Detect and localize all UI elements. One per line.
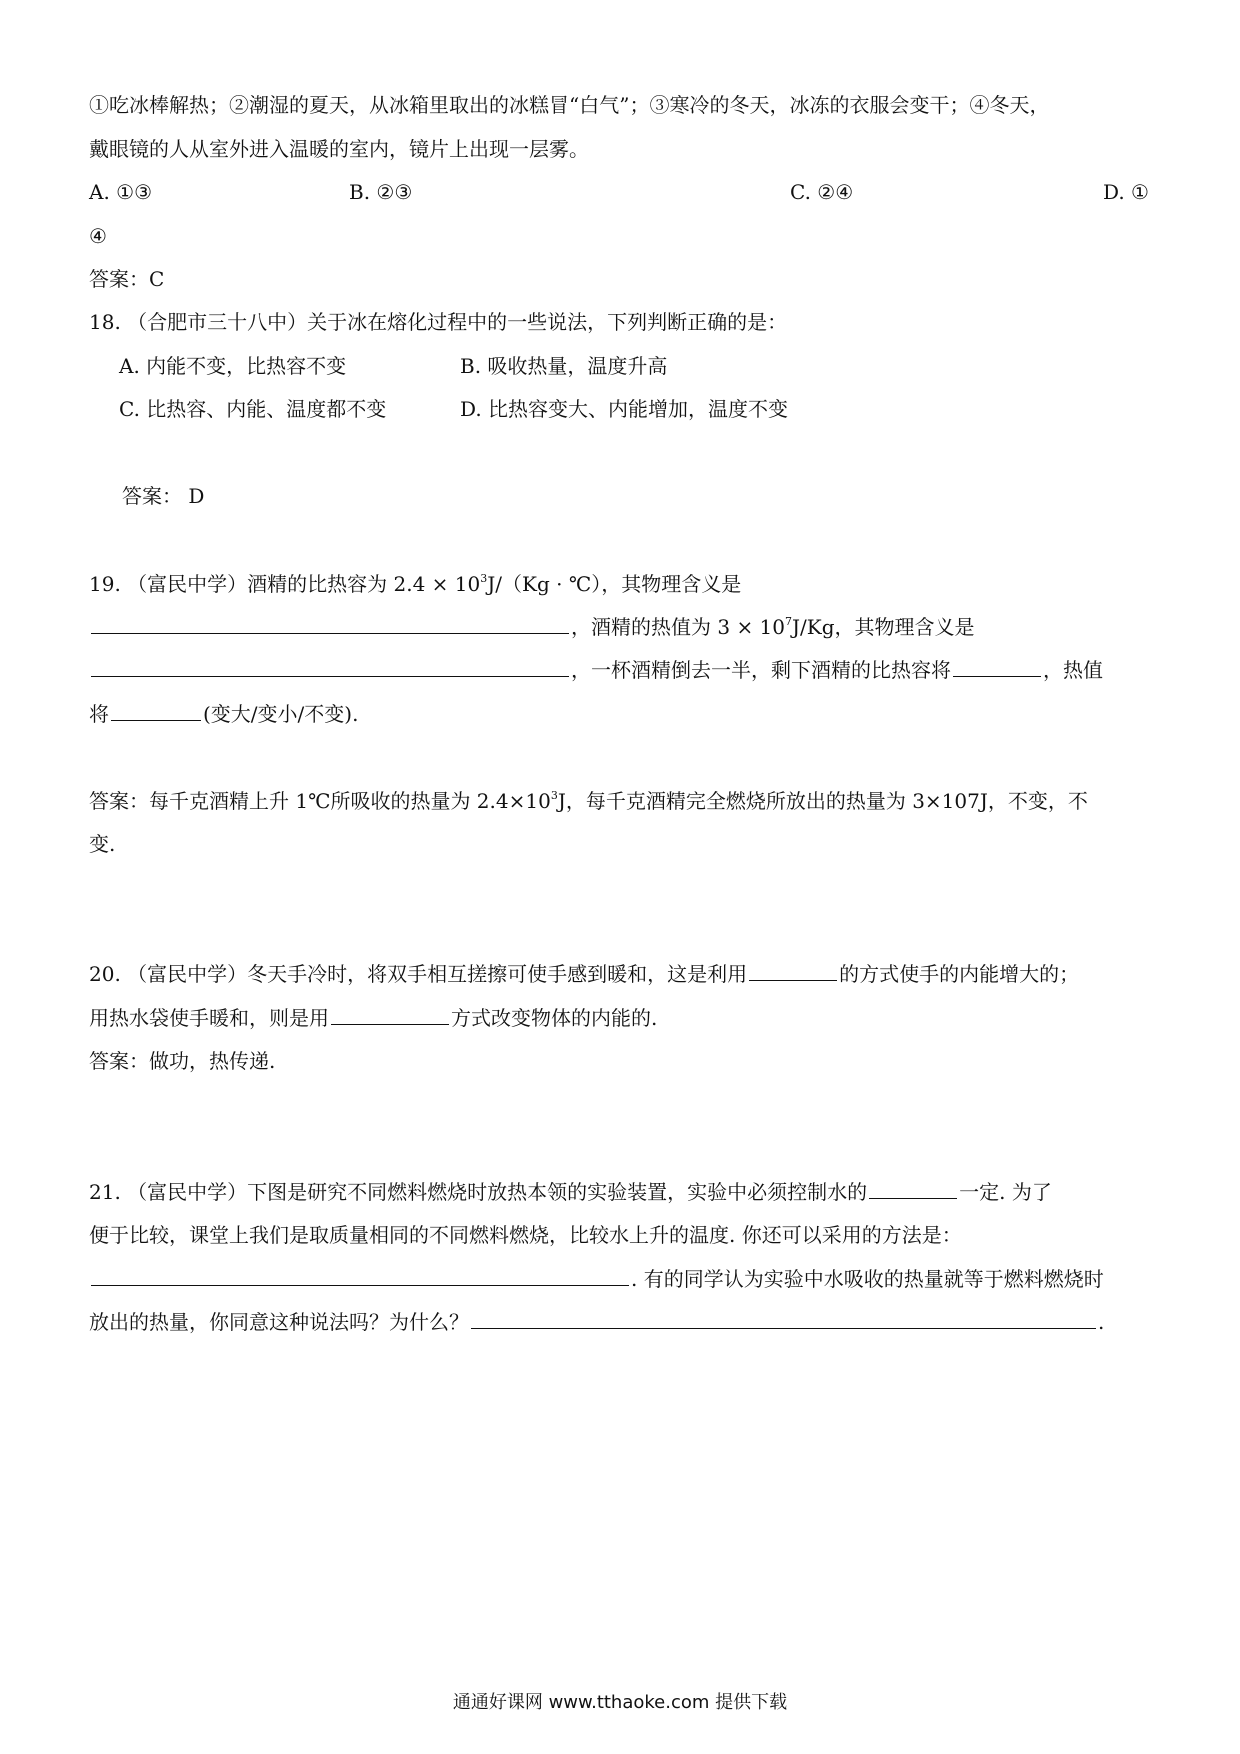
q19-line2-exponent: 7 [785, 615, 793, 629]
page-footer: 通通好课网 www.tthaoke.com 提供下载 [452, 1692, 788, 1713]
q20-answer: 答案：做功，热传递. [89, 1049, 276, 1073]
q21-blank-2[interactable] [91, 1265, 629, 1286]
q19-blank-1[interactable] [91, 613, 569, 634]
q18-option-b: B. 吸收热量，温度升高 [460, 354, 668, 378]
q21-blank-3[interactable] [471, 1308, 1096, 1329]
q17-option-c: C. ②④ [790, 180, 854, 204]
q21-line1-text-a: 21. （富民中学）下图是研究不同燃料燃烧时放热本领的实验装置，实验中必须控制水的 [89, 1180, 868, 1204]
q19-blank-4[interactable] [111, 700, 201, 721]
q19-line1-text-b: J/（Kg · ℃），其物理含义是 [487, 572, 742, 596]
q19-line3-text-a: ，一杯酒精倒去一半，剩下酒精的比热容将 [571, 658, 951, 682]
q17-option-a: A. ①③ [89, 180, 153, 204]
q19-line3 [89, 656, 1103, 684]
q18-stem: 18. （合肥市三十八中）关于冰在熔化过程中的一些说法，下列判断正确的是： [89, 310, 788, 334]
q18-option-c: C. 比热容、内能、温度都不变 [119, 397, 387, 421]
q19-blank-2[interactable] [91, 656, 569, 677]
q18-answer: 答案： D [122, 484, 205, 508]
q21-line4 [89, 1308, 1104, 1336]
q19-line2-text-b: J/Kg，其物理含义是 [792, 615, 975, 639]
q20-line2-text-b: 方式改变物体的内能的. [451, 1006, 658, 1030]
q20-line2 [89, 1004, 657, 1032]
q20-line1 [89, 960, 1079, 988]
q17-option-b: B. ②③ [349, 180, 413, 204]
q19-line1 [89, 570, 741, 598]
q19-line3-text-b: ，热值 [1043, 658, 1103, 682]
q19-answer-line2: 变. [89, 832, 116, 856]
q19-answer-text-b: J，每千克酒精完全燃烧所放出的热量为 3×107J，不变，不 [557, 789, 1088, 813]
q18-option-d: D. 比热容变大、内能增加，温度不变 [460, 397, 789, 421]
q19-line4 [89, 700, 358, 728]
q20-blank-1[interactable] [749, 960, 837, 981]
q19-answer-line1 [89, 787, 1088, 815]
q19-answer-exponent: 3 [550, 789, 558, 803]
q19-line1-text-a: 19. （富民中学）酒精的比热容为 2.4 × 10 [89, 572, 481, 596]
q19-blank-3[interactable] [953, 656, 1041, 677]
q18-option-a: A. 内能不变，比热容不变 [119, 354, 347, 378]
q17-stem-line1: ①吃冰棒解热；②潮湿的夏天，从冰箱里取出的冰糕冒“白气”；③寒冷的冬天，冰冻的衣服会变干；④冬天， [89, 93, 1050, 117]
q21-line3 [89, 1265, 1104, 1293]
q17-option-d: D. ① [1103, 180, 1149, 204]
q17-stem-line2: 戴眼镜的人从室外进入温暖的室内，镜片上出现一层雾。 [89, 137, 589, 161]
q20-line1-text-a: 20. （富民中学）冬天手冷时，将双手相互搓擦可使手感到暖和，这是利用 [89, 962, 748, 986]
q19-line4-text-b: (变大/变小/不变). [203, 702, 359, 726]
q19-line2 [89, 613, 975, 641]
q19-line1-exponent: 3 [480, 572, 488, 586]
q21-line1-text-b: 一定. 为了 [959, 1180, 1052, 1204]
q20-line1-text-b: 的方式使手的内能增大的； [839, 962, 1080, 986]
q21-line1 [89, 1178, 1052, 1206]
q20-line2-text-a: 用热水袋使手暖和，则是用 [89, 1006, 329, 1030]
q19-answer-text-a: 答案：每千克酒精上升 1℃所吸收的热量为 2.4×10 [89, 789, 551, 813]
q20-blank-2[interactable] [331, 1004, 449, 1025]
q17-answer: 答案：C [89, 267, 165, 291]
q21-line3-text-b: . 有的同学认为实验中水吸收的热量就等于燃料燃烧时 [631, 1267, 1104, 1291]
q21-line4-text-a: 放出的热量，你同意这种说法吗？为什么？ [89, 1310, 469, 1334]
q21-blank-1[interactable] [869, 1178, 957, 1199]
q19-line4-text-a: 将 [89, 702, 109, 726]
q17-option-d-wrap: ④ [89, 224, 107, 248]
q21-line4-text-b: . [1098, 1310, 1105, 1334]
q21-line2: 便于比较，课堂上我们是取质量相同的不同燃料燃烧，比较水上升的温度. 你还可以采用的方法是： [89, 1223, 962, 1247]
q19-line2-text-a: ，酒精的热值为 3 × 10 [571, 615, 786, 639]
